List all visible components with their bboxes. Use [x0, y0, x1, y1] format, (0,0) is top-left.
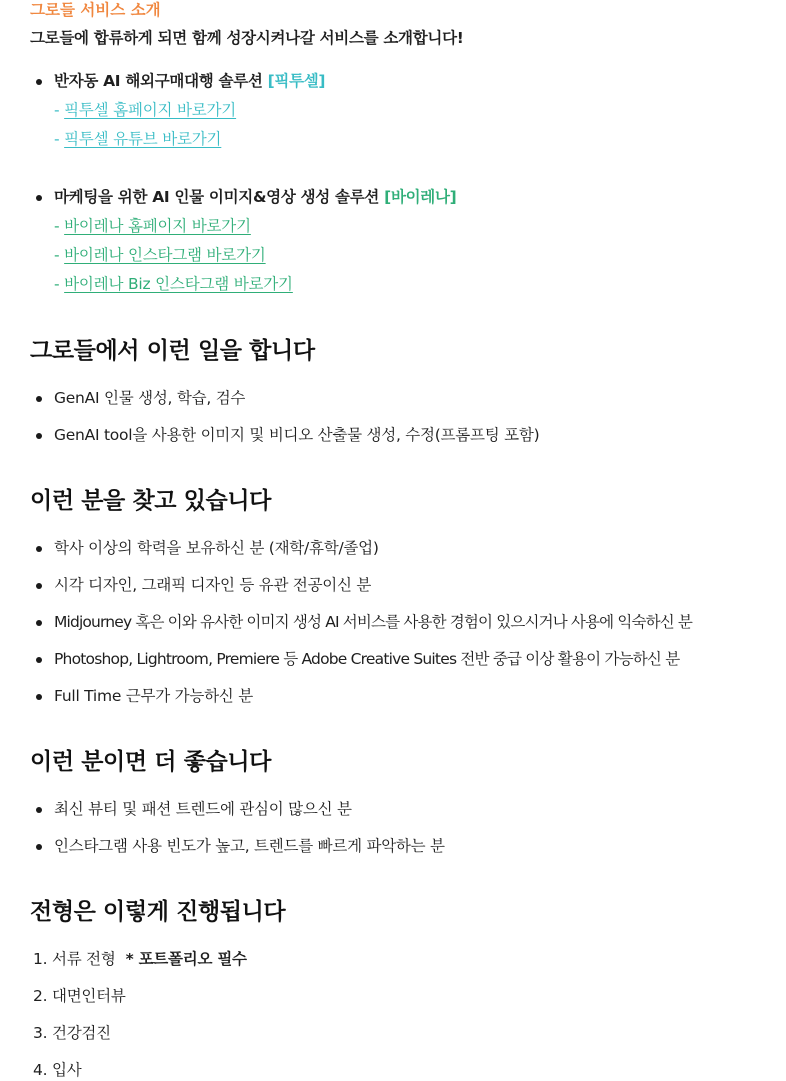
bullet-dot-icon: [36, 583, 42, 589]
step-number: 2.: [33, 987, 48, 1005]
process-step: [33, 1026, 111, 1042]
pictusell-homepage-link[interactable]: 픽투셀 홈페이지 바로가기: [64, 101, 237, 119]
link-prefix: -: [54, 101, 65, 119]
service-item-pictusell: [54, 74, 325, 90]
list-item: Full Time 근무가 가능하신 분: [54, 687, 253, 705]
process-step: [33, 1063, 81, 1079]
step-label: 대면인터뷰: [51, 987, 126, 1005]
list-item: Photoshop, Lightroom, Premiere 등 Adobe Creative Suites 전반 중급 이상 활용이 가능하신 분: [54, 650, 680, 668]
section-heading-preferred: 이런 분이면 더 좋습니다: [30, 749, 272, 775]
bullet-dot-icon: [36, 657, 42, 663]
step-number: 3.: [33, 1024, 48, 1042]
list-item: GenAI 인물 생성, 학습, 검수: [54, 389, 246, 407]
process-step: [33, 952, 247, 968]
service-title: 마케팅을 위한 AI 인물 이미지&영상 생성 솔루션: [54, 188, 385, 206]
step-number: 1.: [33, 950, 48, 968]
section-heading-process: 전형은 이렇게 진행됩니다: [30, 899, 286, 925]
step-note: * 포트폴리오 필수: [125, 950, 247, 968]
link-row: [54, 219, 251, 235]
virena-homepage-link[interactable]: 바이레나 홈페이지 바로가기: [64, 217, 251, 235]
step-number: 4.: [33, 1061, 48, 1079]
link-row: [54, 132, 221, 148]
service-item-virena: [54, 190, 456, 206]
link-row: [54, 103, 236, 119]
step-label: 서류 전형: [51, 950, 116, 968]
service-tag: [바이레나]: [384, 188, 457, 206]
section-heading-duties: 그로들에서 이런 일을 합니다: [30, 338, 315, 364]
service-tag: [픽투셀]: [267, 72, 326, 90]
bullet-dot-icon: [36, 79, 42, 85]
link-row: [54, 248, 266, 264]
bullet-dot-icon: [36, 396, 42, 402]
virena-biz-instagram-link[interactable]: 바이레나 Biz 인스타그램 바로가기: [64, 275, 293, 293]
bullet-dot-icon: [36, 433, 42, 439]
virena-instagram-link[interactable]: 바이레나 인스타그램 바로가기: [64, 246, 266, 264]
bullet-dot-icon: [36, 620, 42, 626]
bullet-dot-icon: [36, 195, 42, 201]
link-prefix: -: [54, 130, 65, 148]
process-step: [33, 989, 126, 1005]
step-label: 건강검진: [51, 1024, 111, 1042]
list-item: 인스타그램 사용 빈도가 높고, 트렌드를 빠르게 파악하는 분: [54, 837, 445, 855]
service-title: 반자동 AI 해외구매대행 솔루션: [54, 72, 268, 90]
bullet-dot-icon: [36, 807, 42, 813]
link-prefix: -: [54, 217, 65, 235]
list-item: Midjourney 혹은 이와 유사한 이미지 생성 AI 서비스를 사용한 경험이 있으시거나 사용에 익숙하신 분: [54, 613, 693, 631]
link-prefix: -: [54, 246, 65, 264]
link-prefix: -: [54, 275, 65, 293]
link-row: [54, 277, 293, 293]
section-heading-requirements: 이런 분을 찾고 있습니다: [30, 488, 272, 514]
intro-text: 그로들에 합류하게 되면 함께 성장시켜나갈 서비스를 소개합니다!: [30, 29, 464, 47]
section-kicker: 그로들 서비스 소개: [30, 1, 161, 19]
step-label: 입사: [51, 1061, 82, 1079]
pictusell-youtube-link[interactable]: 픽투셀 유튜브 바로가기: [64, 130, 222, 148]
bullet-dot-icon: [36, 694, 42, 700]
list-item: 시각 디자인, 그래픽 디자인 등 유관 전공이신 분: [54, 576, 372, 594]
list-item: 최신 뷰티 및 패션 트렌드에 관심이 많으신 분: [54, 800, 352, 818]
bullet-dot-icon: [36, 844, 42, 850]
list-item: GenAI tool을 사용한 이미지 및 비디오 산출물 생성, 수정(프롬프팅 포함): [54, 426, 540, 444]
bullet-dot-icon: [36, 546, 42, 552]
list-item: 학사 이상의 학력을 보유하신 분 (재학/휴학/졸업): [54, 539, 379, 557]
